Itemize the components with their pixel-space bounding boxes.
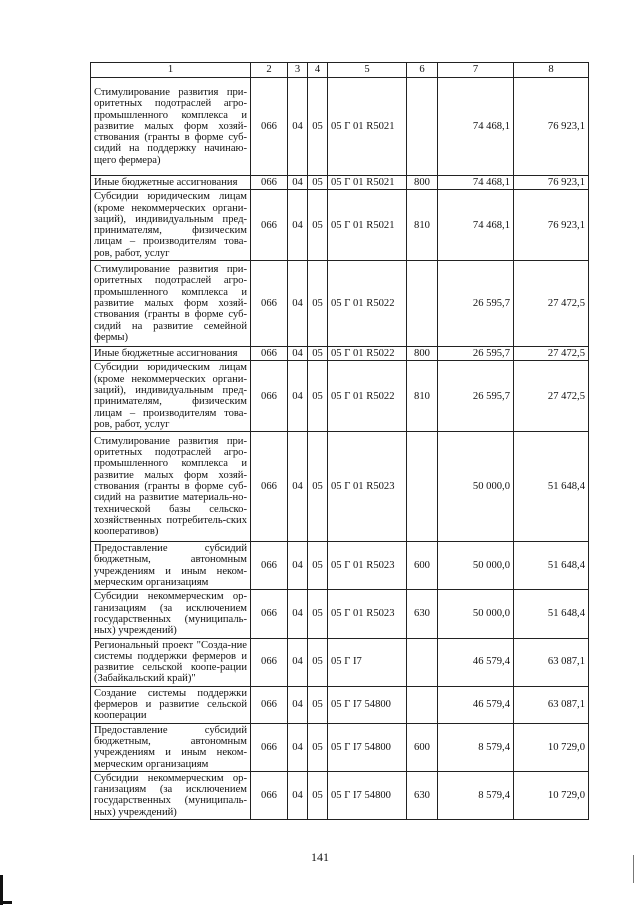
table-row [91,78,589,176]
table-row [91,261,589,347]
row-amount-1: 46 579,4 [438,686,514,723]
row-section-code: 04 [288,347,308,361]
row-name: Региональный проект "Созда-ние системы поддержки фермеров и развитие сельской коопе-рации (Забайкальский край)" [91,638,251,686]
table-row [91,542,589,590]
row-subsection-code: 05 [308,190,328,261]
row-amount-1: 50 000,0 [438,590,514,638]
row-grbs-code: 066 [251,638,288,686]
row-name: Иные бюджетные ассигнования [91,347,251,361]
row-amount-2: 27 472,5 [514,361,589,432]
table-row [91,771,589,819]
table-row [91,590,589,638]
row-amount-1: 26 595,7 [438,361,514,432]
row-amount-1: 26 595,7 [438,261,514,347]
row-grbs-code: 066 [251,176,288,190]
row-amount-2: 76 923,1 [514,190,589,261]
row-section-code: 04 [288,361,308,432]
row-section-code: 04 [288,542,308,590]
row-target-article: 05 Г I7 54800 [328,771,407,819]
page-number: 141 [311,850,329,864]
row-amount-2: 51 648,4 [514,590,589,638]
row-grbs-code: 066 [251,432,288,542]
table-row [91,190,589,261]
row-subsection-code: 05 [308,361,328,432]
row-amount-1: 50 000,0 [438,432,514,542]
row-name: Предоставление субсидий бюджетным, автономным учреждениям и иным неком-мерческим организациям [91,723,251,771]
row-target-article: 05 Г I7 54800 [328,686,407,723]
table-row [91,686,589,723]
row-subsection-code: 05 [308,432,328,542]
row-grbs-code: 066 [251,542,288,590]
row-amount-2: 76 923,1 [514,176,589,190]
row-section-code: 04 [288,78,308,176]
row-target-article: 05 Г 01 R5022 [328,361,407,432]
table-row [91,347,589,361]
row-amount-2: 63 087,1 [514,638,589,686]
row-expense-type [407,432,438,542]
row-subsection-code: 05 [308,347,328,361]
scan-edge-mark [633,855,634,883]
row-name: Создание системы поддержки фермеров и развитие сельской кооперации [91,686,251,723]
row-name: Субсидии некоммерческим ор-ганизациям (за исключением государственных (муниципаль-ных) учреждений) [91,590,251,638]
row-section-code: 04 [288,176,308,190]
row-expense-type: 810 [407,361,438,432]
row-name: Субсидии юридическим лицам (кроме некоммерческих органи-заций), индивидуальным пред-принимателям, физическим лицам – производителям това-ров, работ, услуг [91,361,251,432]
row-amount-2: 10 729,0 [514,723,589,771]
row-expense-type: 630 [407,771,438,819]
row-expense-type [407,638,438,686]
row-name: Стимулирование развития при-оритетных подотраслей агро-промышленного комплекса и развитие малых форм хозяй-ствования (гранты в форме суб-сидий на поддержку начинаю-щего фермера) [91,78,251,176]
header-cell: 4 [308,63,328,78]
row-amount-1: 74 468,1 [438,190,514,261]
row-amount-2: 51 648,4 [514,542,589,590]
row-target-article: 05 Г 01 R5021 [328,190,407,261]
row-subsection-code: 05 [308,686,328,723]
row-grbs-code: 066 [251,347,288,361]
row-section-code: 04 [288,590,308,638]
row-grbs-code: 066 [251,78,288,176]
row-expense-type: 630 [407,590,438,638]
row-amount-1: 74 468,1 [438,78,514,176]
row-name: Стимулирование развития при-оритетных подотраслей агро-промышленного комплекса и развитие малых форм хозяй-ствования (гранты в форме суб-сидий на развитие материаль-но-технической базы сельско-хозяйственных потребитель-ских кооперативов) [91,432,251,542]
header-cell: 6 [407,63,438,78]
row-target-article: 05 Г 01 R5023 [328,432,407,542]
row-target-article: 05 Г 01 R5021 [328,78,407,176]
row-amount-1: 8 579,4 [438,723,514,771]
header-cell: 1 [91,63,251,78]
table-row [91,361,589,432]
row-amount-1: 50 000,0 [438,542,514,590]
row-amount-1: 26 595,7 [438,347,514,361]
row-target-article: 05 Г 01 R5021 [328,176,407,190]
row-expense-type [407,686,438,723]
row-subsection-code: 05 [308,261,328,347]
row-grbs-code: 066 [251,361,288,432]
row-expense-type [407,261,438,347]
header-cell: 5 [328,63,407,78]
table-row [91,432,589,542]
row-grbs-code: 066 [251,771,288,819]
row-section-code: 04 [288,723,308,771]
row-expense-type: 800 [407,347,438,361]
row-name: Предоставление субсидий бюджетным, автономным учреждениям и иным неком-мерческим организациям [91,542,251,590]
row-amount-2: 27 472,5 [514,261,589,347]
row-expense-type: 800 [407,176,438,190]
row-target-article: 05 Г 01 R5023 [328,590,407,638]
row-expense-type: 600 [407,723,438,771]
row-amount-2: 51 648,4 [514,432,589,542]
row-target-article: 05 Г I7 54800 [328,723,407,771]
row-amount-1: 74 468,1 [438,176,514,190]
row-target-article: 05 Г 01 R5023 [328,542,407,590]
row-subsection-code: 05 [308,542,328,590]
row-name: Субсидии некоммерческим ор-ганизациям (за исключением государственных (муниципаль-ных) учреждений) [91,771,251,819]
row-subsection-code: 05 [308,176,328,190]
header-cell: 7 [438,63,514,78]
row-target-article: 05 Г 01 R5022 [328,347,407,361]
row-amount-2: 10 729,0 [514,771,589,819]
row-grbs-code: 066 [251,723,288,771]
row-grbs-code: 066 [251,190,288,261]
header-cell: 2 [251,63,288,78]
row-section-code: 04 [288,638,308,686]
row-target-article: 05 Г I7 [328,638,407,686]
row-amount-2: 76 923,1 [514,78,589,176]
budget-table [90,62,589,820]
header-cell: 3 [288,63,308,78]
row-expense-type: 600 [407,542,438,590]
row-grbs-code: 066 [251,590,288,638]
row-name: Стимулирование развития при-оритетных подотраслей агро-промышленного комплекса и развитие малых форм хозяй-ствования (гранты в форме суб-сидий на развитие семейной фермы) [91,261,251,347]
table-body [91,78,589,820]
row-subsection-code: 05 [308,771,328,819]
row-subsection-code: 05 [308,78,328,176]
row-grbs-code: 066 [251,261,288,347]
row-amount-1: 8 579,4 [438,771,514,819]
row-section-code: 04 [288,432,308,542]
row-section-code: 04 [288,190,308,261]
row-name: Субсидии юридическим лицам (кроме некоммерческих органи-заций), индивидуальным пред-принимателям, физическим лицам – производителям това-ров, работ, услуг [91,190,251,261]
row-subsection-code: 05 [308,638,328,686]
row-target-article: 05 Г 01 R5022 [328,261,407,347]
table-row [91,638,589,686]
row-amount-2: 63 087,1 [514,686,589,723]
row-section-code: 04 [288,261,308,347]
row-section-code: 04 [288,771,308,819]
row-section-code: 04 [288,686,308,723]
row-expense-type: 810 [407,190,438,261]
row-subsection-code: 05 [308,723,328,771]
row-amount-2: 27 472,5 [514,347,589,361]
row-grbs-code: 066 [251,686,288,723]
header-row [91,63,589,78]
row-expense-type [407,78,438,176]
header-cell: 8 [514,63,589,78]
table-row [91,723,589,771]
row-subsection-code: 05 [308,590,328,638]
table-row [91,176,589,190]
row-amount-1: 46 579,4 [438,638,514,686]
scan-edge-mark [0,901,12,904]
row-name: Иные бюджетные ассигнования [91,176,251,190]
